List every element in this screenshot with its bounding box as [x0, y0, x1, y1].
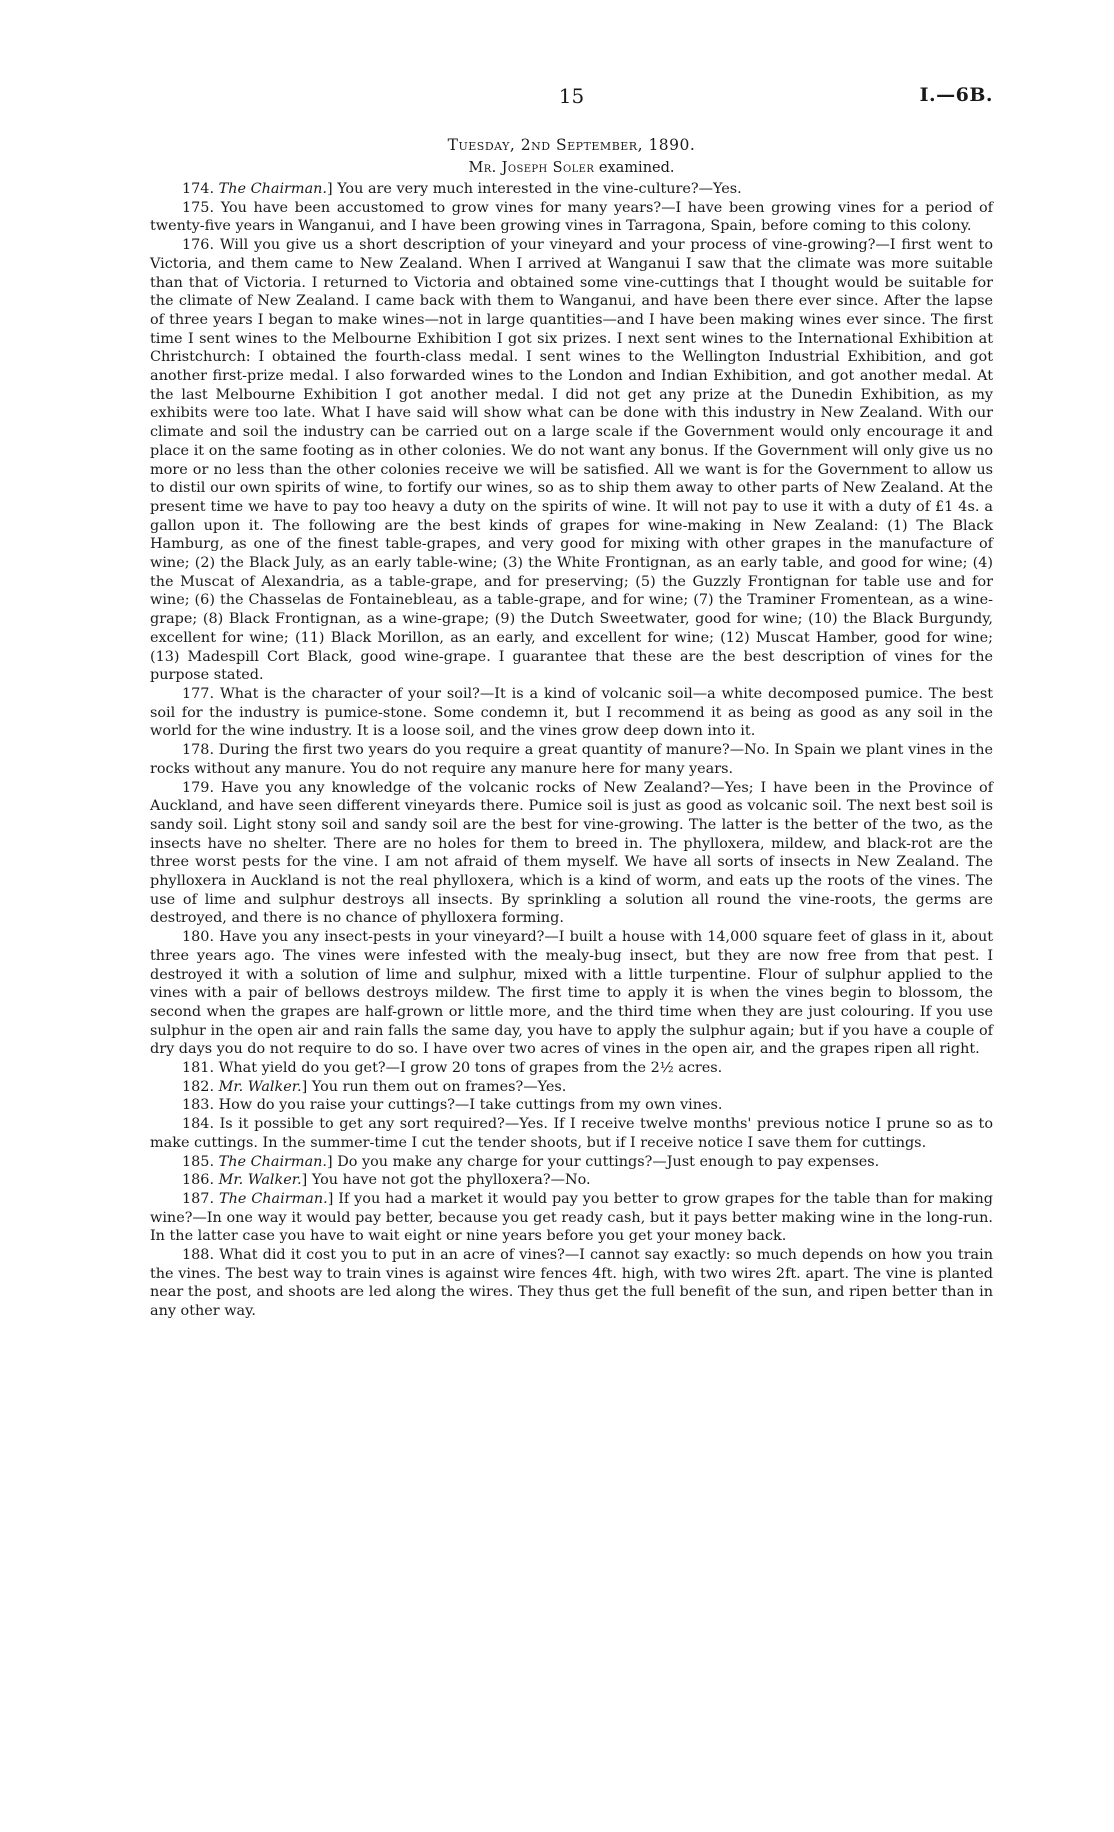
testimony-paragraph — [150, 1059, 993, 1078]
paragraph-text: 176. Will you give us a short description of your vineyard and your process of vine-growing?—I first went to Victoria, and them came to New Zealand. When I arrived at Wanganui I saw that the climate was more suitable than that of Victoria. I returned to Victoria and obtained some vine-cuttings that I thought would be suitable for the climate of New Zealand. I came back with them to Wanganui, and have been there ever since. After the lapse of three years I began to make wines—not in large quantities—and I have been making wines ever since. The first time I sent wines to the Melbourne Exhibition I got six prizes. I next sent wines to the International Exhibition at Christchurch: I obtained the fourth-class medal. I sent wines to the Wellington Industrial Exhibition, and got another first-prize medal. I also forwarded wines to the London and Indian Exhibition, and got another medal. At the last Melbourne Exhibition I got another medal. I did not get any prize at the Dunedin Exhibition, as my exhibits were too late. What I have said will show what can be done with this industry in New Zealand. With our climate and soil the industry can be carried out on a large scale if the Government would only encourage it and place it on the same footing as in other colonies. We do not want any bonus. If the Government will only give us no more or no less than the other colonies receive we will be satisfied. All we want is for the Government to allow us to distil our own spirits of wine, to fortify our wines, so as to ship them away to other parts of New Zealand. At the present time we have to pay too heavy a duty on the spirits of wine. It will not pay to use it with a duty of £1 4s. a gallon upon it. The following are the best kinds of grapes for wine-making in New Zealand: (1) The Black Hamburg, as one of the finest table-grapes, and very good for mixing with other grapes in the manufacture of wine; (2) the Black July, as an early table-wine; (3) the White Frontignan, as an early table, and good for wine; (4) the Muscat of Alexandria, as a table-grape, and for preserving; (5) the Guzzly Frontignan for table use and for wine; (6) the Chasselas de Fontainebleau, as a table-grape, and for wine; (7) the Traminer Fromentean, as a wine-grape; (8) Black Frontignan, as a wine-grape; (9) the Dutch Sweetwater, good for wine; (10) the Black Burgundy, excellent for wine; (11) Black Morillon, as an early, and excellent for wine; (12) Muscat Hamber, good for wine; (13) Madespill Cort Black, good wine-grape. I guarantee that these are the best description of vines for the purpose stated. — [150, 237, 993, 684]
paragraph-text: 177. What is the character of your soil?—It is a kind of volcanic soil—a white decomposed pumice. The best soil for the industry is pumice-stone. Some condemn it, but I recommend it as being as good as any soil in the world for the wine industry. It is a loose soil, and the vines grow deep down into it. — [150, 685, 993, 740]
speaker-name: The Chairman. — [218, 1190, 328, 1207]
page-header — [150, 80, 993, 110]
document-reference: I.—6B. — [919, 84, 993, 106]
question-number: 185. — [182, 1153, 219, 1170]
testimony-paragraph — [150, 1246, 993, 1321]
question-number: 182. — [182, 1078, 219, 1095]
testimony-paragraph — [150, 1115, 993, 1152]
paragraph-text: ] You run them out on frames?—Yes. — [301, 1078, 567, 1095]
question-number: 174. — [182, 181, 219, 197]
testimony-body — [150, 180, 993, 1321]
speaker-name: Mr. Walker. — [218, 1078, 302, 1095]
page-number: 15 — [558, 84, 585, 108]
paragraph-text: 188. What did it cost you to put in an acre of vines?—I cannot say exactly: so much depends on how you train the vines. The best way to train vines is against wire fences 4ft. high, with two wires 2ft. apart. The vine is planted near the post, and shoots are led along the wires. They thus get the full benefit of the sun, and ripen better than in any other way. — [150, 1247, 993, 1320]
testimony-paragraph — [150, 685, 993, 741]
speaker-name: Mr. Walker. — [218, 1172, 302, 1189]
paragraph-text: 181. What yield do you get?—I grow 20 tons of grapes from the 2½ acres. — [182, 1060, 723, 1077]
paragraph-text: 178. During the first two years do you require a great quantity of manure?—No. In Spain we plant vines in the rocks without any manure. You do not require any manure here for many years. — [150, 742, 993, 777]
testimony-paragraph — [150, 779, 993, 929]
witness-status: examined. — [594, 160, 675, 176]
document-page — [150, 80, 993, 1321]
witness-name: Mr. Joseph Soler — [468, 160, 595, 176]
speaker-name: The Chairman. — [218, 1153, 327, 1170]
paragraph-text: 183. How do you raise your cuttings?—I take cuttings from my own vines. — [182, 1097, 723, 1114]
paragraph-text: ] Do you make any charge for your cuttings?—Just enough to pay expenses. — [327, 1153, 880, 1170]
testimony-paragraph — [150, 199, 993, 236]
testimony-paragraph — [150, 1153, 993, 1172]
testimony-paragraph — [150, 1190, 993, 1246]
testimony-paragraph — [150, 180, 993, 199]
paragraph-text: 184. Is it possible to get any sort required?—Yes. If I receive twelve months' previous notice I prune so as to make cuttings. In the summer-time I cut the tender shoots, but if I receive notice I save them for cuttings. — [150, 1116, 993, 1151]
testimony-paragraph — [150, 928, 993, 1059]
paragraph-text: ] If you had a market it would pay you better to grow grapes for the table than for making wine?—In one way it would pay better, because you get ready cash, but it pays better making wine in the long-run. In the latter case you have to wait eight or nine years before you get your money back. — [150, 1190, 993, 1245]
paragraph-text: 175. You have been accustomed to grow vines for many years?—I have been growing vines for a period of twenty-five years in Wanganui, and I have been growing vines in Tarragona, Spain, before coming to this colony. — [150, 199, 993, 235]
testimony-paragraph — [150, 1096, 993, 1115]
paragraph-text: 180. Have you any insect-pests in your vineyard?—I built a house with 14,000 square feet of glass in it, about three years ago. The vines were infested with the mealy-bug insect, but they are now free from that pest. I destroyed it with a solution of lime and sulphur, mixed with a little turpentine. Flour of sulphur applied to the vines with a pair of bellows destroys mildew. The first time to apply it is when the vines begin to blossom, the second when the grapes are half-grown or little more, and the third time when they are just colouring. If you use sulphur in the open air and rain falls the same day, you have to apply the sulphur again; but if you have a couple of dry days you do not require to do so. I have over two acres of vines in the open air, and the grapes ripen all right. — [150, 929, 993, 1058]
question-number: 187. — [182, 1190, 219, 1207]
paragraph-text: ] You are very much interested in the vine-culture?—Yes. — [327, 181, 742, 197]
testimony-paragraph — [150, 1171, 993, 1190]
question-number: 186. — [182, 1172, 219, 1189]
paragraph-text: 179. Have you any knowledge of the volcanic rocks of New Zealand?—Yes; I have been in the Province of Auckland, and have seen different vineyards there. Pumice soil is just as good as volcanic soil. The next best soil is sandy soil. Light stony soil and sandy soil are the best for vine-growing. The latter is the better of the two, as the insects have no shelter. There are no holes for them to breed in. The phylloxera, mildew, and black-rot are the three worst pests for the vine. I am not afraid of them myself. We have all sorts of insects in New Zealand. The phylloxera in Auckland is not the real phylloxera, which is a kind of worm, and eats up the roots of the vines. The use of lime and sulphur destroys all insects. By sprinkling a solution all round the vine-roots, the germs are destroyed, and there is no chance of phylloxera forming. — [150, 779, 993, 927]
speaker-name: The Chairman. — [218, 181, 327, 197]
session-date-heading: Tuesday, 2nd September, 1890. — [447, 136, 696, 154]
testimony-paragraph — [150, 236, 993, 685]
witness-heading — [150, 160, 993, 176]
testimony-paragraph — [150, 1078, 993, 1097]
testimony-paragraph — [150, 741, 993, 778]
paragraph-text: ] You have not got the phylloxera?—No. — [301, 1172, 591, 1189]
